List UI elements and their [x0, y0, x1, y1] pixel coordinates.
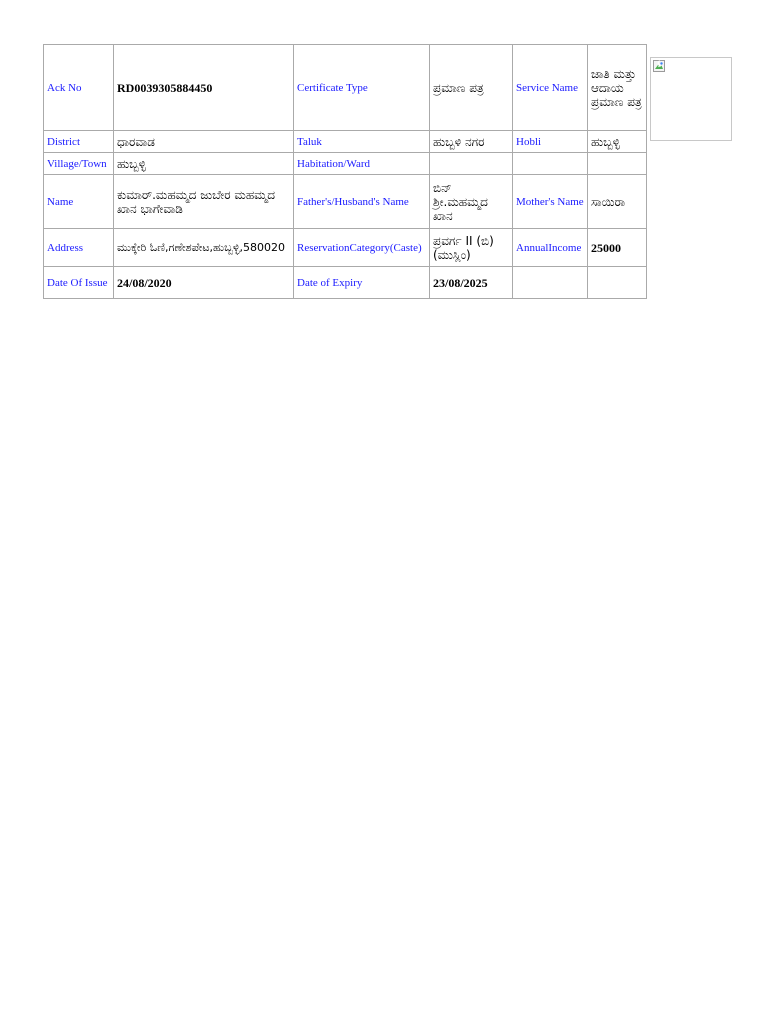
photo-cell [647, 45, 733, 153]
village-town-value: ಹುಬ್ಬಳ್ಳಿ [114, 153, 294, 175]
annual-income-label: AnnualIncome [513, 229, 588, 267]
table-row [44, 229, 733, 267]
reservation-category-value: ಪ್ರವರ್ಗ II (ಬಿ) (ಮುಸ್ಲಿಂ) [430, 229, 513, 267]
mother-name-value: ಸಾಯಿರಾ [588, 175, 647, 229]
date-of-issue-label: Date Of Issue [44, 267, 114, 299]
father-husband-name-label: Father's/Husband's Name [294, 175, 430, 229]
father-husband-name-value: ಬಿನ್ ಶ್ರೀ.ಮಹಮ್ಮದ ಖಾನ [430, 175, 513, 229]
village-town-label: Village/Town [44, 153, 114, 175]
ack-no-label: Ack No [44, 45, 114, 131]
broken-image-icon [653, 60, 665, 72]
certificate-type-label: Certificate Type [294, 45, 430, 131]
address-value: ಮುಕ್ಕೇರಿ ಓಣಿ,ಗಣೇಶಪೇಟ,ಹುಬ್ಬಳ್ಳಿ,580020 [114, 229, 294, 267]
empty-cell [647, 229, 733, 267]
service-name-value: ಜಾತಿ ಮತ್ತು ಆದಾಯ ಪ್ರಮಾಣ ಪತ್ರ [588, 45, 647, 131]
empty-cell [588, 153, 647, 175]
date-of-expiry-value: 23/08/2025 [430, 267, 513, 299]
name-value: ಕುಮಾರ್.ಮಹಮ್ಮದ ಜುಬೇರ ಮಹಮ್ಮದ ಖಾನ ಭಾಗೇವಾಡಿ [114, 175, 294, 229]
applicant-photo [650, 57, 732, 141]
certificate-type-value: ಪ್ರಮಾಣ ಪತ್ರ [430, 45, 513, 131]
ack-no-value: RD0039305884450 [114, 45, 294, 131]
hobli-value: ಹುಬ್ಬಳ್ಳಿ [588, 131, 647, 153]
empty-cell [647, 267, 733, 299]
certificate-details-table [43, 44, 733, 299]
table-row [44, 267, 733, 299]
empty-cell [588, 267, 647, 299]
table-row [44, 131, 733, 153]
reservation-category-label: ReservationCategory(Caste) [294, 229, 430, 267]
table-row [44, 153, 733, 175]
empty-cell [513, 153, 588, 175]
date-of-expiry-label: Date of Expiry [294, 267, 430, 299]
habitation-ward-value [430, 153, 513, 175]
service-name-label: Service Name [513, 45, 588, 131]
habitation-ward-label: Habitation/Ward [294, 153, 430, 175]
district-value: ಧಾರವಾಡ [114, 131, 294, 153]
date-of-issue-value: 24/08/2020 [114, 267, 294, 299]
table-row [44, 45, 733, 131]
district-label: District [44, 131, 114, 153]
taluk-value: ಹುಬ್ಬಳಿ ನಗರ [430, 131, 513, 153]
address-label: Address [44, 229, 114, 267]
name-label: Name [44, 175, 114, 229]
taluk-label: Taluk [294, 131, 430, 153]
empty-cell [513, 267, 588, 299]
empty-cell [647, 175, 733, 229]
annual-income-value: 25000 [588, 229, 647, 267]
table-row [44, 175, 733, 229]
mother-name-label: Mother's Name [513, 175, 588, 229]
empty-cell [647, 153, 733, 175]
hobli-label: Hobli [513, 131, 588, 153]
